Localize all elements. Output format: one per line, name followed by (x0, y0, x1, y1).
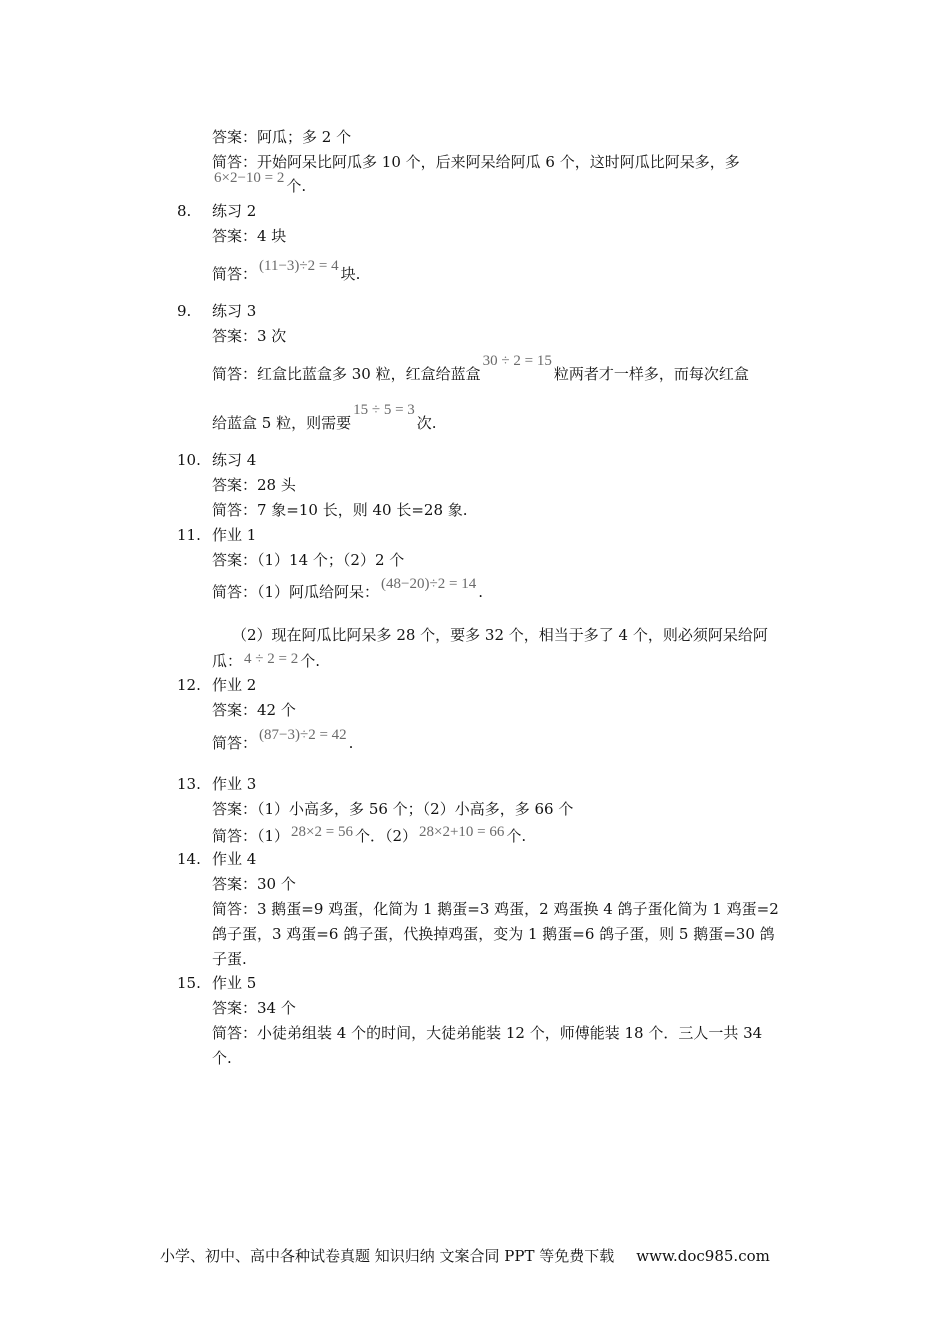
item9-explanation-line1 (212, 353, 749, 385)
item15-explanation-line1: 简答：小徒弟组装 4 个的时间，大徒弟能装 12 个，师傅能装 18 个．三人一共 34 (212, 1024, 763, 1042)
item11-math1: (48−20)÷2 = 14 (381, 576, 477, 592)
item9-math1: 30 ÷ 2 = 15 (482, 353, 552, 369)
item9-expl2-prefix: 给蓝盒 5 粒，则需要 (212, 414, 352, 432)
item8-answer: 答案：4 块 (212, 227, 287, 245)
item14-explanation-line1: 简答：3 鹅蛋=9 鸡蛋，化简为 1 鹅蛋=3 鸡蛋，2 鸡蛋换 4 鸽子蛋化简为 1 鸡蛋=2 (212, 900, 779, 918)
item15-title: 作业 5 (212, 974, 257, 992)
item11-explanation-line3 (212, 651, 320, 672)
item11-answer: 答案：（1）14 个；（2）2 个 (212, 551, 405, 569)
item13-title: 作业 3 (212, 775, 257, 793)
item8-number: 8. (177, 202, 192, 220)
item12-explanation (212, 727, 354, 754)
item14-explanation-line3: 子蛋. (212, 950, 247, 968)
item9-title: 练习 3 (212, 302, 257, 320)
item13-explanation (212, 826, 526, 847)
item11-math2: 4 ÷ 2 = 2 (244, 651, 299, 667)
item9-explanation-line2 (212, 402, 437, 434)
item15-explanation-line2: 个. (212, 1049, 232, 1067)
item7-explanation-line1: 简答：开始阿呆比阿瓜多 10 个，后来阿呆给阿瓜 6 个，这时阿瓜比阿呆多，多 (212, 153, 740, 171)
item14-number: 14. (177, 850, 201, 868)
footer-url-link[interactable]: www.doc985.com (636, 1247, 770, 1265)
item7-explanation-line2 (212, 170, 307, 197)
item14-explanation-line2: 鸽子蛋，3 鸡蛋=6 鸽子蛋，代换掉鸡蛋，变为 1 鹅蛋=6 鸽子蛋，则 5 鹅蛋=30 鸽 (212, 925, 775, 943)
item9-math2: 15 ÷ 5 = 3 (353, 402, 415, 418)
item14-title: 作业 4 (212, 850, 257, 868)
item9-expl1-prefix: 简答：红盒比蓝盒多 30 粒，红盒给蓝盒 (212, 365, 481, 383)
item12-number: 12. (177, 676, 201, 694)
item14-answer: 答案：30 个 (212, 875, 296, 893)
item7-math: 6×2−10 = 2 (214, 170, 285, 186)
item8-explanation (212, 258, 361, 285)
item13-number: 13. (177, 775, 201, 793)
item8-title: 练习 2 (212, 202, 257, 220)
item13-expl-tail: 个. (506, 827, 527, 845)
item7-tail: 个. (286, 177, 307, 195)
item11-explanation-line2: （2）现在阿瓜比阿呆多 28 个，要多 32 个，相当于多了 4 个，则必须阿呆给阿 (232, 626, 768, 644)
item9-expl2-tail: 次. (416, 414, 437, 432)
item11-expl3-prefix: 瓜： (212, 652, 243, 670)
item13-math1: 28×2 = 56 (291, 824, 353, 840)
footer-text: 小学、初中、高中各种试卷真题 知识归纳 文案合同 PPT 等免费下载 (160, 1247, 615, 1265)
item11-expl1-tail: . (478, 583, 483, 601)
item7-answer: 答案：阿瓜；多 2 个 (212, 128, 352, 146)
item12-expl-prefix: 简答： (212, 734, 258, 752)
item13-math2: 28×2+10 = 66 (419, 824, 505, 840)
item13-expl-prefix: 简答：（1） (212, 827, 290, 845)
item10-explanation: 简答：7 象=10 长，则 40 长=28 象. (212, 501, 468, 519)
item8-expl-prefix: 简答： (212, 265, 258, 283)
item12-title: 作业 2 (212, 676, 257, 694)
page-footer (160, 1246, 770, 1266)
item12-answer: 答案：42 个 (212, 701, 296, 719)
item12-math: (87−3)÷2 = 42 (259, 727, 347, 743)
item13-answer: 答案：（1）小高多，多 56 个；（2）小高多，多 66 个 (212, 800, 574, 818)
item8-tail: 块. (340, 265, 361, 283)
item9-number: 9. (177, 302, 192, 320)
item15-answer: 答案：34 个 (212, 999, 296, 1017)
item10-title: 练习 4 (212, 451, 257, 469)
item10-answer: 答案：28 头 (212, 476, 296, 494)
item11-expl3-tail: 个. (300, 652, 320, 670)
item11-number: 11. (177, 526, 201, 544)
item8-math: (11−3)÷2 = 4 (259, 258, 339, 274)
item10-number: 10. (177, 451, 201, 469)
item11-expl1-prefix: 简答：（1）阿瓜给阿呆： (212, 583, 380, 601)
item12-expl-tail: . (348, 734, 354, 752)
item9-answer: 答案：3 次 (212, 327, 287, 345)
item9-expl1-tail: 粒两者才一样多，而每次红盒 (553, 365, 749, 383)
item11-title: 作业 1 (212, 526, 257, 544)
item15-number: 15. (177, 974, 201, 992)
item13-expl-mid: 个．（2） (354, 827, 418, 845)
item11-explanation-line1 (212, 576, 483, 603)
